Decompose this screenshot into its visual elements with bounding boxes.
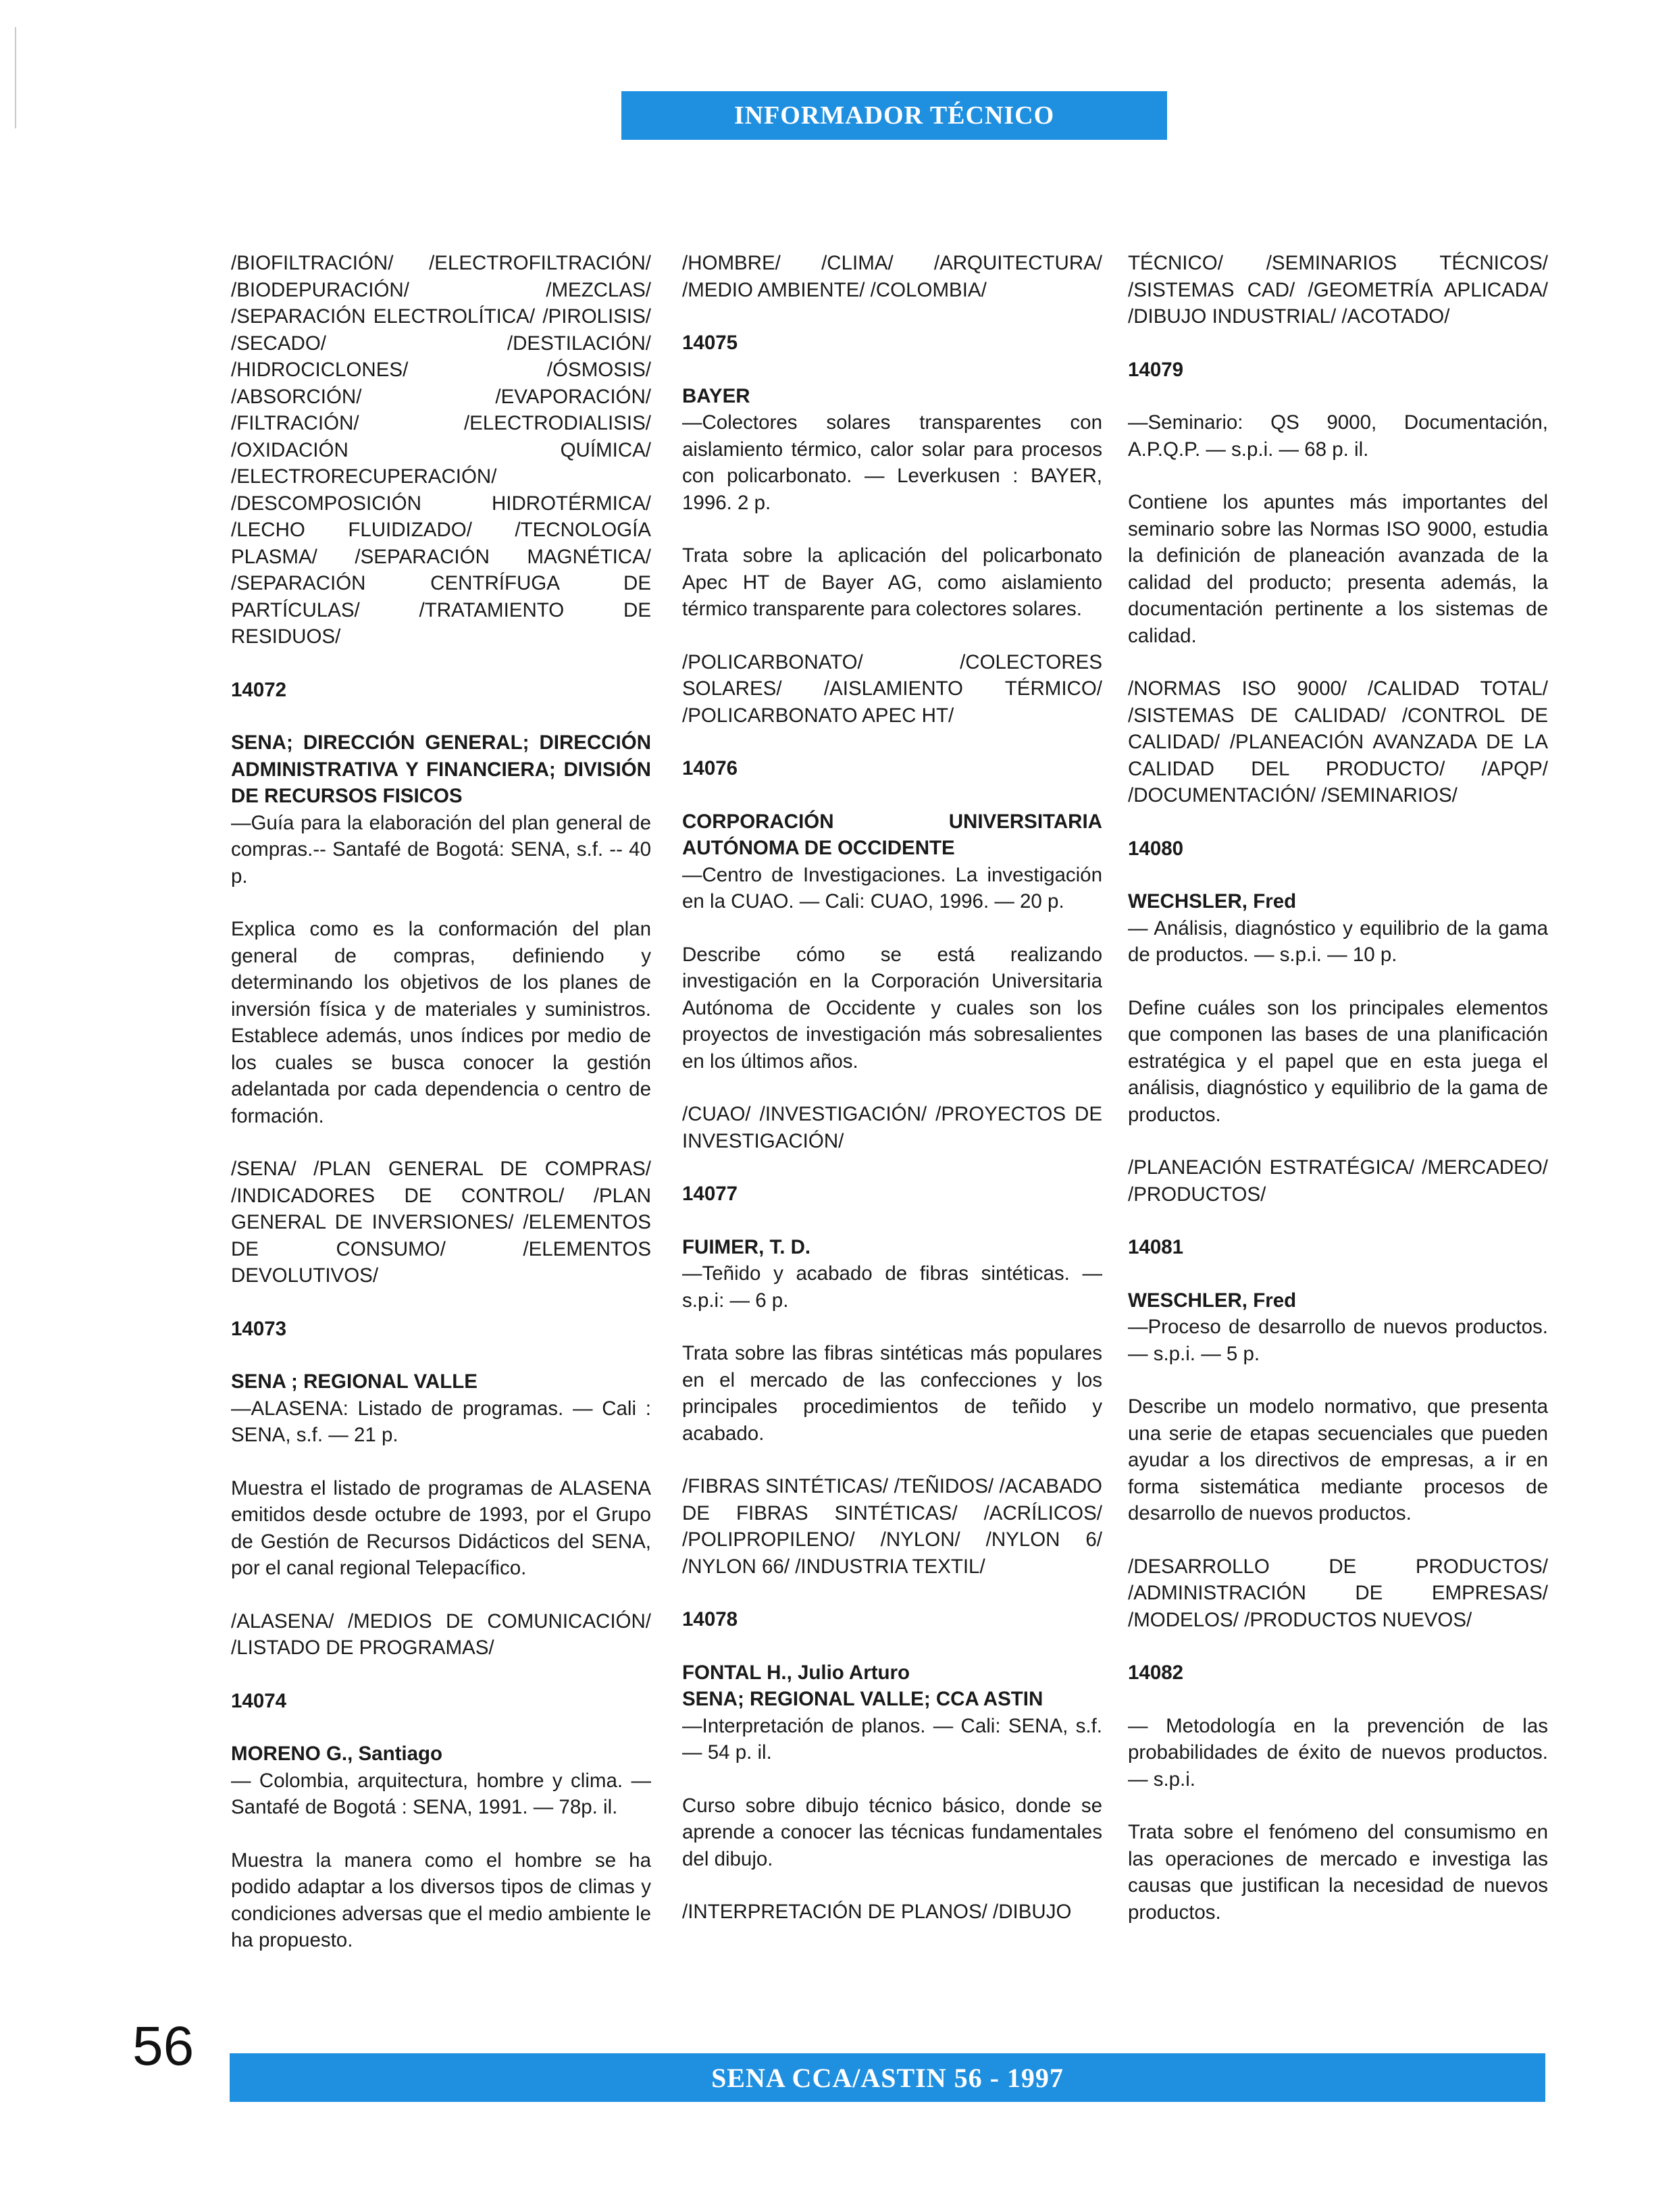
column-2	[682, 250, 1102, 1952]
record-author-14072: SENA; DIRECCIÓN GENERAL; DIRECCIÓN ADMINISTRATIVA Y FINANCIERA; DIVISIÓN DE RECURSOS FISICOS	[231, 731, 651, 807]
record-bib-14082: — Metodología en la prevención de las probabilidades de éxito de nuevos productos. — s.p.i.	[1128, 1714, 1548, 1791]
record-abstract-14073: Muestra el listado de programas de ALASENA emitidos desde octubre de 1993, por el Grupo de Gestión de Recursos Didácticos del SENA, por el canal regional Telepacífico.	[231, 1476, 651, 1579]
record-number-14076: 14076	[682, 757, 738, 779]
record-bib-14074: — Colombia, arquitectura, hombre y clima. — Santafé de Bogotá : SENA, 1991. — 78p. il.	[231, 1769, 651, 1818]
record-abstract-14080: Define cuáles son los principales elementos que componen las bases de una planificación estratégica y el papel que en esta juega el análisis, diagnóstico y equilibrio de la gama de productos.	[1128, 996, 1548, 1126]
record-bib-14072: —Guía para la elaboración del plan general de compras.-- Santafé de Bogotá: SENA, s.f. -- 40 p.	[231, 811, 651, 888]
record-abstract-14076: Describe cómo se está realizando investigación en la Corporación Universitaria Autónoma de Occidente y cuales son los proyectos de investigación más sobresalientes en los últimos años.	[682, 943, 1102, 1073]
keywords-14071: /BIOFILTRACIÓN/ /ELECTROFILTRACIÓN/ /BIODEPURACIÓN/ /MEZCLAS/ /SEPARACIÓN ELECTROLÍTICA/ /PIROLISIS/ /SECADO/ /DESTILACIÓN/ /HIDROCICLONES/ /ÓSMOSIS/ /ABSORCIÓN/ /EVAPORACIÓN/ /FILTRACIÓN/ /ELECTRODIALISIS/ /OXIDACIÓN QUÍMICA/ /ELECTRORECUPERACIÓN/ /DESCOMPOSICIÓN HIDROTÉRMICA/ /LECHO FLUIDIZADO/ /TECNOLOGÍA PLASMA/ /SEPARACIÓN MAGNÉTICA/ /SEPARACIÓN CENTRÍFUGA DE PARTÍCULAS/ /TRATAMIENTO DE RESIDUOS/	[231, 252, 651, 648]
record-abstract-14077: Trata sobre las fibras sintéticas más populares en el mercado de las confecciones y los principales procedimientos de teñido y acabado.	[682, 1342, 1102, 1445]
record-keywords-14078: /INTERPRETACIÓN DE PLANOS/ /DIBUJO	[682, 1901, 1072, 1923]
record-number-14081: 14081	[1128, 1236, 1184, 1258]
record-author-14076: CORPORACIÓN UNIVERSITARIA AUTÓNOMA DE OCCIDENTE	[682, 810, 1102, 859]
record-number-14073: 14073	[231, 1317, 287, 1340]
record-abstract-14081: Describe un modelo normativo, que presenta una serie de etapas secuenciales que pueden ayudar a los directivos de empresas, a ir en forma sistemática mediante procesos de desarrollo de nuevos productos.	[1128, 1395, 1548, 1524]
record-abstract-14072: Explica como es la conformación del plan general de compras, definiendo y determinando los objetivos de los planes de inversión física y de materiales y suministros. Establece además, unos índices por medio de los cuales se busca conocer la gestión adelantada por cada dependencia o centro de formación.	[231, 918, 651, 1127]
record-number-14074: 14074	[231, 1689, 287, 1712]
record-number-14082: 14082	[1128, 1662, 1184, 1684]
page-edge-line	[15, 27, 16, 128]
record-bib-14080: — Análisis, diagnóstico y equilibrio de la gama de productos. — s.p.i. — 10 p.	[1128, 917, 1548, 966]
record-abstract-14078: Curso sobre dibujo técnico básico, donde se aprende a conocer las técnicas fundamentales del dibujo.	[682, 1794, 1102, 1870]
record-number-14072: 14072	[231, 678, 287, 701]
record-keywords-14079: /NORMAS ISO 9000/ /CALIDAD TOTAL/ /SISTEMAS DE CALIDAD/ /CONTROL DE CALIDAD/ /PLANEACIÓN AVANZADA DE LA CALIDAD DEL PRODUCTO/ /APQP/ /DOCUMENTACIÓN/ /SEMINARIOS/	[1128, 677, 1548, 806]
record-bib-14077: —Teñido y acabado de fibras sintéticas. — s.p.i: — 6 p.	[682, 1262, 1102, 1312]
record-bib-14075: —Colectores solares transparentes con aislamiento térmico, calor solar para procesos con policarbonato. — Leverkusen : BAYER, 1996. 2 p.	[682, 411, 1102, 514]
record-author-14077: FUIMER, T. D.	[682, 1235, 811, 1258]
section-header	[621, 91, 1167, 140]
record-number-14079: 14079	[1128, 358, 1184, 381]
record-keywords-14078-continued: TÉCNICO/ /SEMINARIOS TÉCNICOS/ /SISTEMAS CAD/ /GEOMETRÍA APLICADA/ /DIBUJO INDUSTRIAL/ /ACOTADO/	[1128, 252, 1548, 328]
record-keywords-14076: /CUAO/ /INVESTIGACIÓN/ /PROYECTOS DE INVESTIGACIÓN/	[682, 1103, 1102, 1152]
record-author-14074: MORENO G., Santiago	[231, 1743, 443, 1765]
record-keywords-14075: /POLICARBONATO/ /COLECTORES SOLARES/ /AISLAMIENTO TÉRMICO/ /POLICARBONATO APEC HT/	[682, 650, 1102, 727]
footer-bar	[230, 2053, 1545, 2102]
record-author-14075: BAYER	[682, 384, 750, 407]
record-abstract-14082: Trata sobre el fenómeno del consumismo en las operaciones de mercado e investiga las causas que justifican la necesidad de nuevos productos.	[1128, 1821, 1548, 1924]
record-abstract-14075: Trata sobre la aplicación del policarbonato Apec HT de Bayer AG, como aislamiento térmico transparente para colectores solares.	[682, 544, 1102, 620]
record-author-14080: WECHSLER, Fred	[1128, 890, 1297, 912]
record-keywords-14074: /HOMBRE/ /CLIMA/ /ARQUITECTURA/ /MEDIO AMBIENTE/ /COLOMBIA/	[682, 252, 1102, 301]
record-corporate-author-14078: SENA; REGIONAL VALLE; CCA ASTIN	[682, 1688, 1043, 1710]
record-bib-14073: —ALASENA: Listado de programas. — Cali : SENA, s.f. — 21 p.	[231, 1397, 651, 1446]
record-keywords-14072: /SENA/ /PLAN GENERAL DE COMPRAS/ /INDICADORES DE CONTROL/ /PLAN GENERAL DE INVERSIONES/ /ELEMENTOS DE CONSUMO/ /ELEMENTOS DEVOLUTIVOS/	[231, 1158, 651, 1287]
record-bib-14079: —Seminario: QS 9000, Documentación, A.P.Q.P. — s.p.i. — 68 p. il.	[1128, 411, 1548, 461]
record-number-14077: 14077	[682, 1183, 738, 1205]
section-header-title: INFORMADOR TÉCNICO	[733, 101, 1055, 130]
record-number-14078: 14078	[682, 1608, 738, 1630]
page-number: 56	[132, 2015, 195, 2077]
record-keywords-14081: /DESARROLLO DE PRODUCTOS/ /ADMINISTRACIÓN DE EMPRESAS/ /MODELOS/ /PRODUCTOS NUEVOS/	[1128, 1555, 1548, 1631]
record-number-14075: 14075	[682, 332, 738, 354]
record-author-14081: WESCHLER, Fred	[1128, 1289, 1297, 1312]
record-bib-14081: —Proceso de desarrollo de nuevos productos. — s.p.i. — 5 p.	[1128, 1316, 1548, 1365]
record-abstract-14079: Contiene los apuntes más importantes del seminario sobre las Normas ISO 9000, estudia la definición de planeación avanzada de la calidad del producto; presenta además, la documentación pertinente a los sistemas de calidad.	[1128, 491, 1548, 647]
record-author-14073: SENA ; REGIONAL VALLE	[231, 1370, 478, 1393]
footer-publication: SENA CCA/ASTIN 56 - 1997	[711, 2062, 1064, 2093]
record-keywords-14077: /FIBRAS SINTÉTICAS/ /TEÑIDOS/ /ACABADO DE FIBRAS SINTÉTICAS/ /ACRÍLICOS/ /POLIPROPILENO/ /NYLON/ /NYLON 6/ /NYLON 66/ /INDUSTRIA TEXTIL/	[682, 1475, 1102, 1578]
record-bib-14076: —Centro de Investigaciones. La investigación en la CUAO. — Cali: CUAO, 1996. — 20 p.	[682, 863, 1102, 912]
record-keywords-14073: /ALASENA/ /MEDIOS DE COMUNICACIÓN/ /LISTADO DE PROGRAMAS/	[231, 1610, 651, 1659]
record-author-14078: FONTAL H., Julio Arturo	[682, 1661, 910, 1684]
record-keywords-14080: /PLANEACIÓN ESTRATÉGICA/ /MERCADEO/ /PRODUCTOS/	[1128, 1156, 1548, 1206]
record-number-14080: 14080	[1128, 837, 1184, 860]
record-abstract-14074: Muestra la manera como el hombre se ha podido adaptar a los diversos tipos de climas y condiciones adversas que el medio ambiente le ha propuesto.	[231, 1849, 651, 1951]
column-3	[1128, 250, 1548, 1952]
record-bib-14078: —Interpretación de planos. — Cali: SENA, s.f. — 54 p. il.	[682, 1714, 1102, 1764]
column-1	[231, 250, 651, 1980]
